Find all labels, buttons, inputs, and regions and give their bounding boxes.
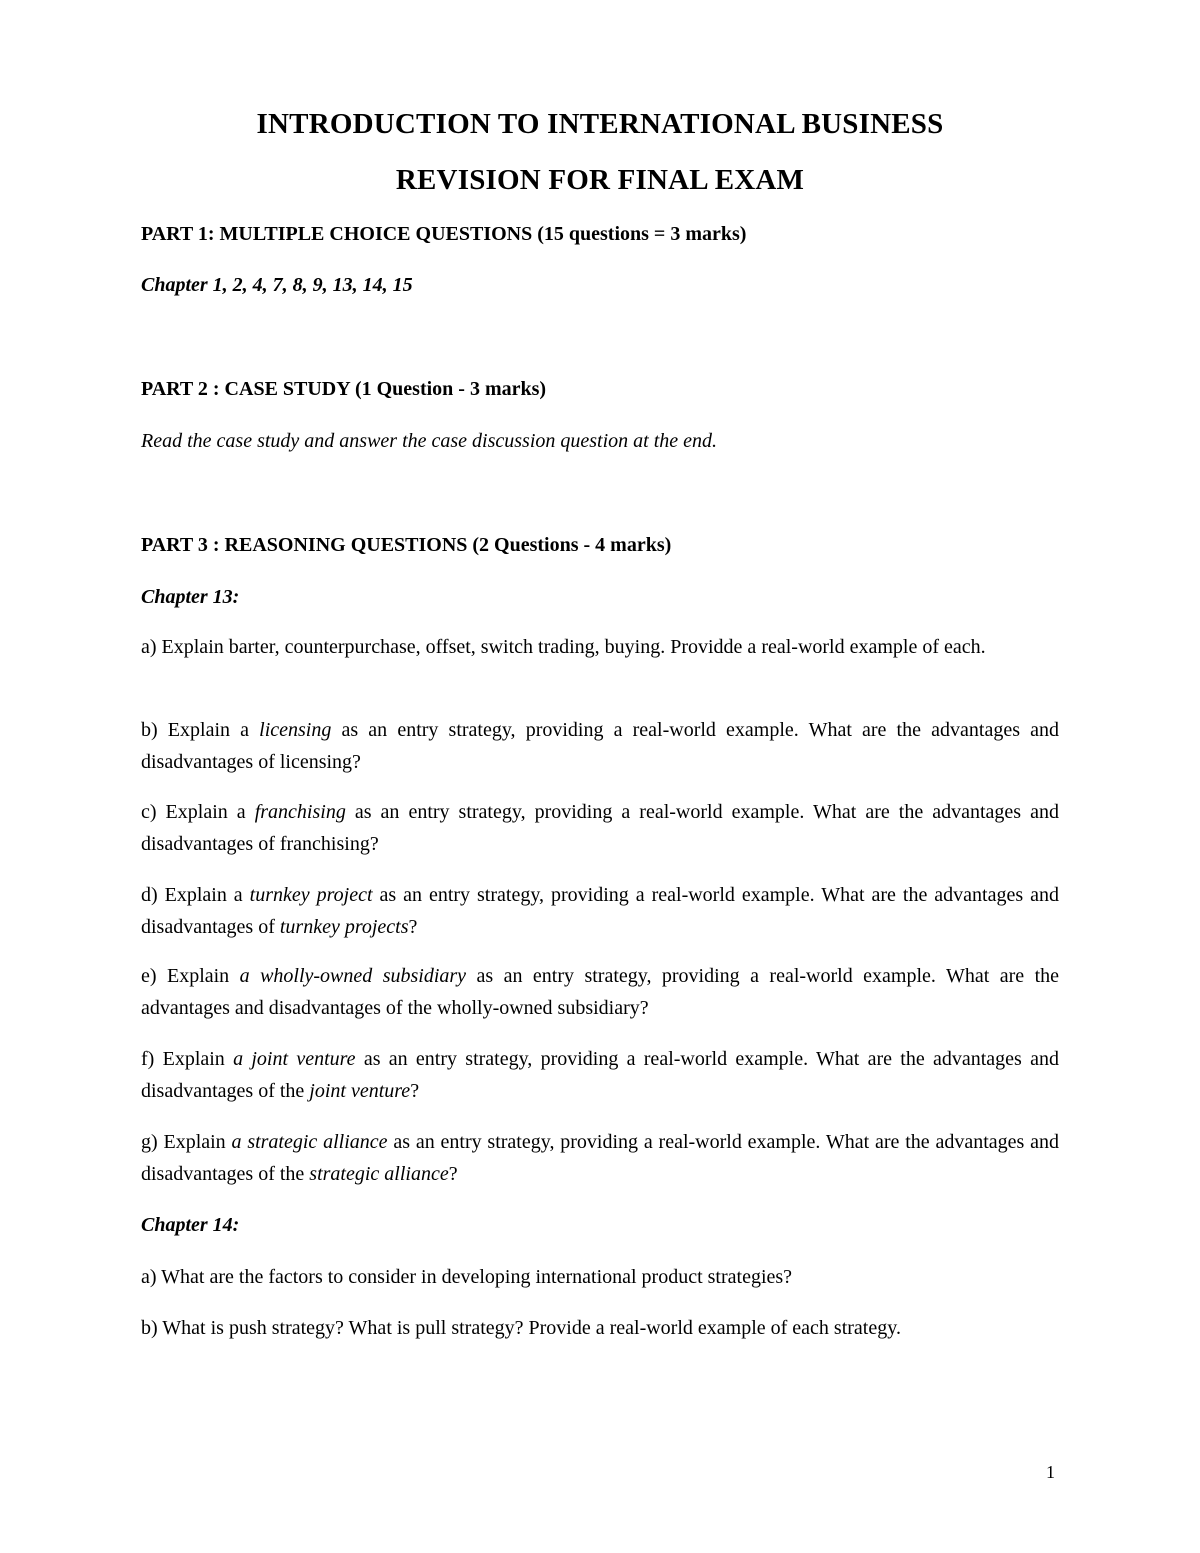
question-13f: f) Explain a joint venture as an entry strategy, providing a real-world example. What are the advantages and disadvantages of the joint venture? [141, 1048, 1059, 1102]
question-13b: b) Explain a licensing as an entry strategy, providing a real-world example. What are the advantages and disadvantages of licensing? [141, 719, 1059, 773]
page-number: 1 [1046, 1462, 1055, 1482]
question-13a: a) Explain barter, counterpurchase, offset, switch trading, buying. Providde a real-world example of each. [141, 636, 986, 658]
part2-instruction: Read the case study and answer the case discussion question at the end. [141, 430, 718, 452]
question-13c: c) Explain a franchising as an entry strategy, providing a real-world example. What are the advantages and disadvantages of franchising? [141, 801, 1059, 855]
question-13d: d) Explain a turnkey project as an entry strategy, providing a real-world example. What are the advantages and disadvantages of turnkey projects? [141, 884, 1059, 938]
part1-heading: PART 1: MULTIPLE CHOICE QUESTIONS (15 questions = 3 marks) [141, 223, 747, 245]
part3-heading: PART 3 : REASONING QUESTIONS (2 Questions - 4 marks) [141, 534, 672, 556]
document-title: INTRODUCTION TO INTERNATIONAL BUSINESS [256, 108, 944, 140]
part1-chapters: Chapter 1, 2, 4, 7, 8, 9, 13, 14, 15 [141, 274, 413, 296]
question-13g: g) Explain a strategic alliance as an entry strategy, providing a real-world example. What are the advantages and disadvantages of the strategic alliance? [141, 1131, 1059, 1185]
part2-heading: PART 2 : CASE STUDY (1 Question - 3 marks) [141, 378, 547, 400]
chapter14-label: Chapter 14: [141, 1214, 240, 1236]
question-13e: e) Explain a wholly-owned subsidiary as an entry strategy, providing a real-world example. What are the advantages and disadvantages of the wholly-owned subsidiary? [141, 965, 1060, 1019]
chapter13-label: Chapter 13: [141, 586, 240, 608]
document-subtitle: REVISION FOR FINAL EXAM [395, 164, 805, 196]
question-14b: b) What is push strategy? What is pull strategy? Provide a real-world example of each strategy. [141, 1317, 901, 1339]
question-14a: a) What are the factors to consider in developing international product strategies? [141, 1266, 793, 1288]
